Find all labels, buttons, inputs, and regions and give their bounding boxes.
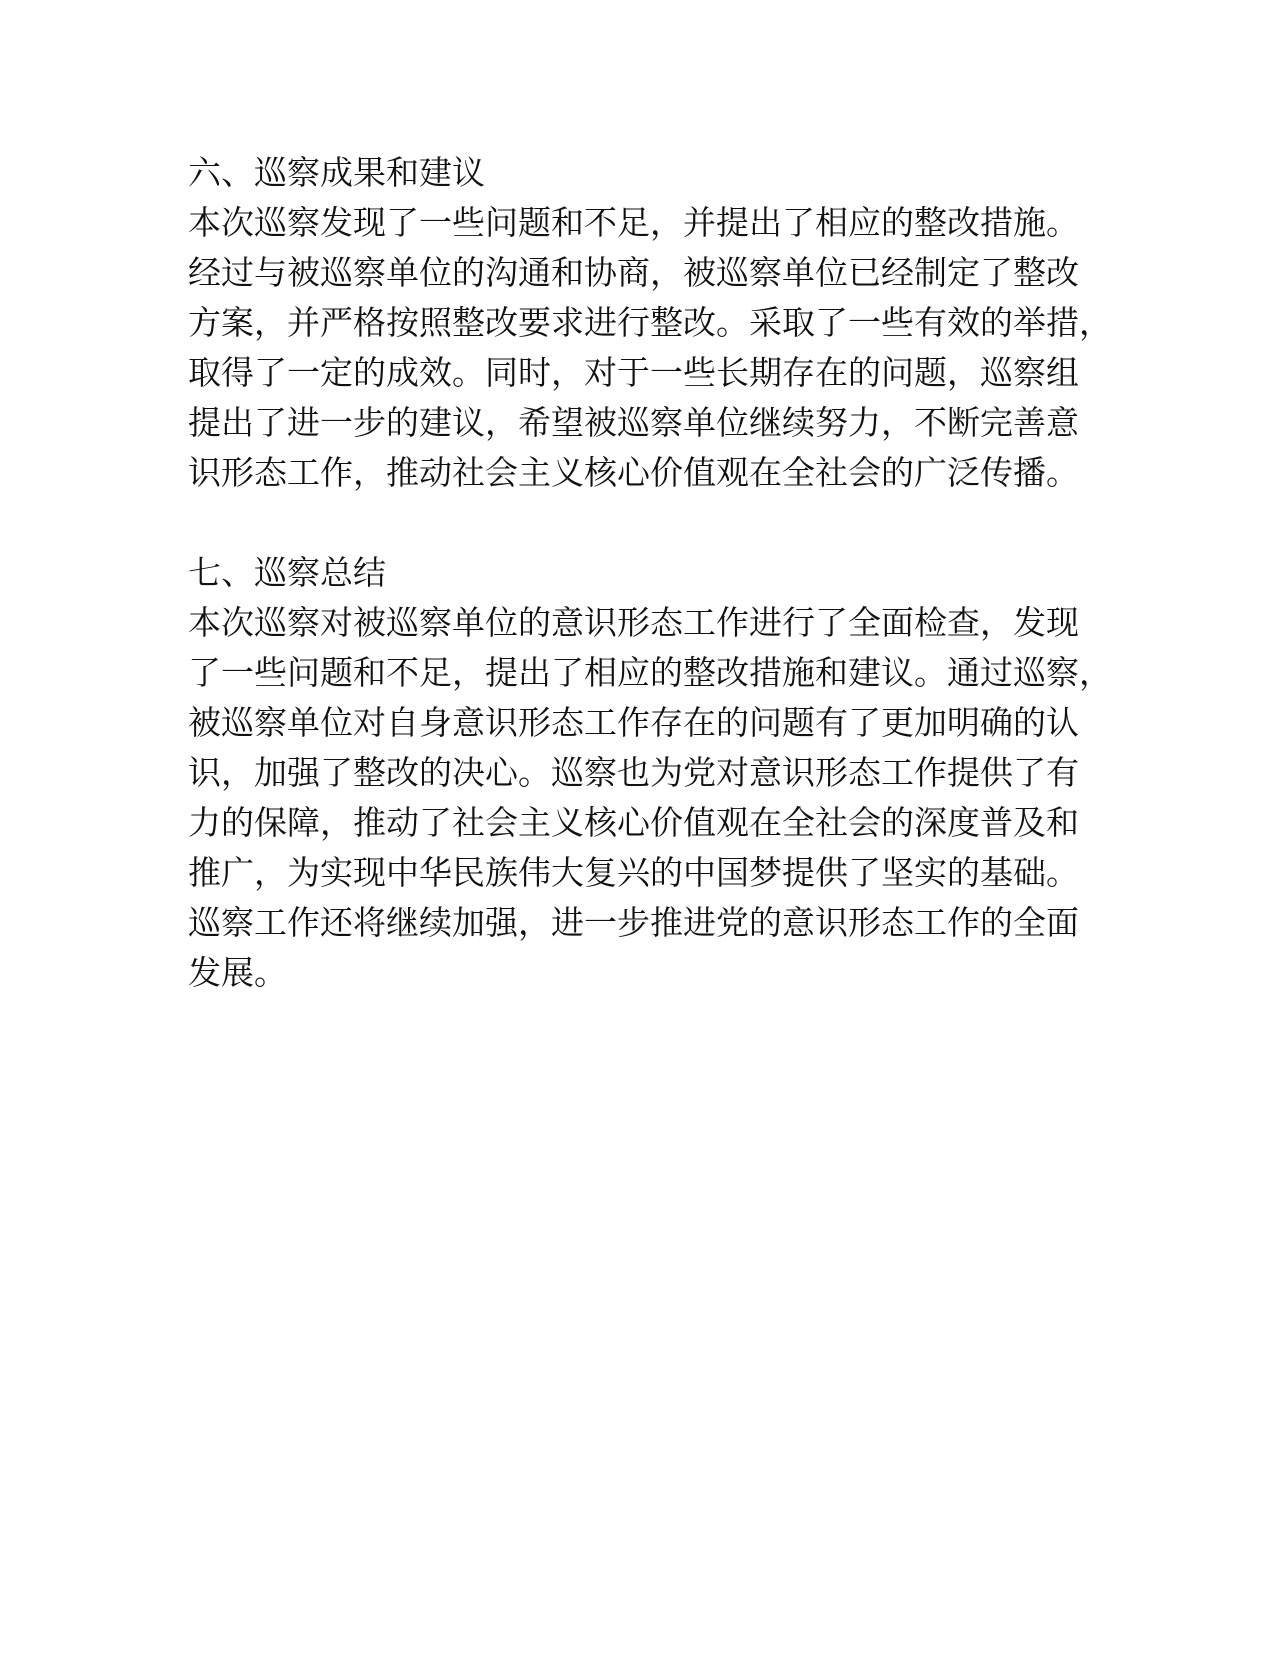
paragraph-line: 本次巡察发现了一些问题和不足，并提出了相应的整改措施。	[188, 203, 1079, 242]
paragraph-line: 识，加强了整改的决心。巡察也为党对意识形态工作提供了有	[188, 753, 1079, 792]
paragraph-line: 了一些问题和不足，提出了相应的整改措施和建议。通过巡察，	[188, 653, 1112, 692]
paragraph-line: 发展。	[188, 953, 287, 992]
paragraph-line: 提出了进一步的建议，希望被巡察单位继续努力，不断完善意	[188, 403, 1079, 442]
section-body	[188, 598, 1112, 998]
paragraph-line: 识形态工作，推动社会主义核心价值观在全社会的广泛传播。	[188, 453, 1079, 492]
paragraph-line: 本次巡察对被巡察单位的意识形态工作进行了全面检查，发现	[188, 603, 1079, 642]
section-body	[188, 198, 1112, 498]
section-results-and-suggestions	[188, 148, 1112, 498]
section-heading: 六、巡察成果和建议	[188, 153, 485, 192]
paragraph-line: 巡察工作还将继续加强，进一步推进党的意识形态工作的全面	[188, 903, 1079, 942]
document-content	[188, 148, 1112, 998]
paragraph-line: 取得了一定的成效。同时，对于一些长期存在的问题，巡察组	[188, 353, 1079, 392]
paragraph-line: 推广，为实现中华民族伟大复兴的中国梦提供了坚实的基础。	[188, 853, 1079, 892]
paragraph-line: 力的保障，推动了社会主义核心价值观在全社会的深度普及和	[188, 803, 1079, 842]
section-heading: 七、巡察总结	[188, 553, 386, 592]
paragraph-line: 经过与被巡察单位的沟通和协商，被巡察单位已经制定了整改	[188, 253, 1079, 292]
paragraph-line: 方案，并严格按照整改要求进行整改。采取了一些有效的举措，	[188, 303, 1112, 342]
section-summary	[188, 548, 1112, 998]
paragraph-line: 被巡察单位对自身意识形态工作存在的问题有了更加明确的认	[188, 703, 1079, 742]
